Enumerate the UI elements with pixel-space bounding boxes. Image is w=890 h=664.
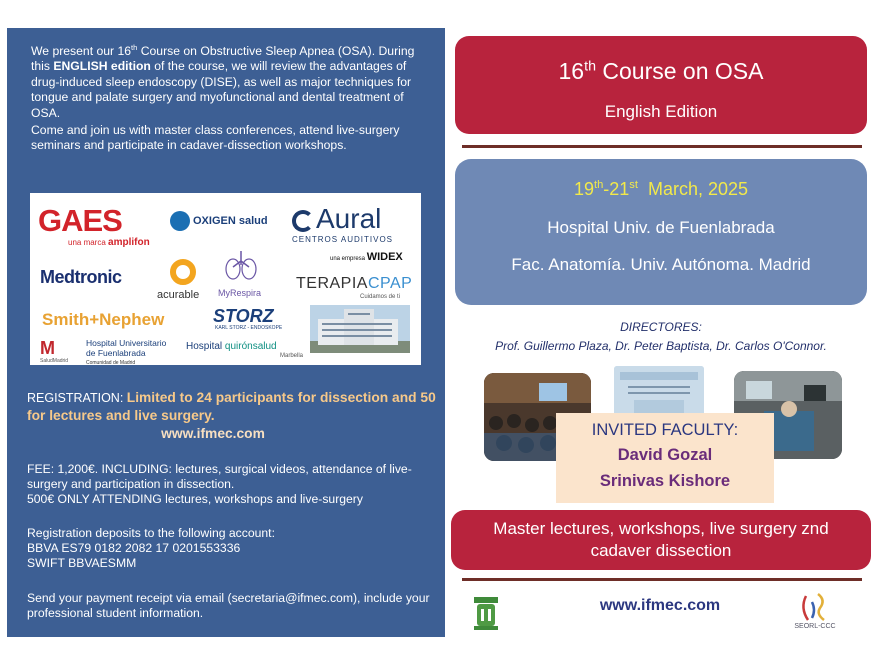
intro-paragraph-1: We present our 16th Course on Obstructive Sleep Apnea (OSA). During this ENGLISH edition of the course, we will review the advantages of drug-induced sleep endoscopy (DISE), as well as major techniques for tongue and palate surgery and myofunctional and dental treatment of OSA. [31, 42, 415, 120]
date-venue-banner [455, 159, 867, 305]
salud-madrid-logo: M [40, 338, 55, 358]
invited-faculty-box [556, 413, 774, 503]
widex-logo: una empresa WIDEX [330, 251, 403, 263]
invited-faculty-label: INVITED FACULTY: [591, 421, 739, 439]
salud-madrid-logo-sub: SaludMadrid [40, 358, 69, 364]
ifmec-emblem-icon [471, 595, 501, 631]
registration-info: REGISTRATION: Limited to 24 participants for dissection and 50 for lectures and live surgery. www.ifmec.com [27, 389, 439, 442]
venue-faculty: Fac. Anatomía. Univ. Autónoma. Madrid [511, 255, 811, 274]
course-title-banner [455, 36, 867, 134]
myrespira-logo: MyRespira [218, 288, 262, 298]
quironsalud-logo: Hospital quirónsalud [186, 341, 277, 352]
divider [462, 578, 862, 581]
payment-receipt-info: Send your payment receipt via email (secretaria@ifmec.com), include your professional student information. [27, 591, 430, 621]
registration-link[interactable]: www.ifmec.com [161, 426, 265, 441]
aural-logo: Aural [292, 203, 381, 235]
oxigen-logo: OXIGEN salud [170, 211, 268, 231]
terapiacpap-logo-sub: Cuidamos de ti [360, 294, 401, 300]
acurable-logo: acurable [157, 289, 200, 301]
directors-names: Prof. Guillermo Plaza, Dr. Peter Baptista, Dr. Carlos O'Connor. [495, 339, 827, 353]
course-edition: English Edition [604, 102, 718, 121]
medtronic-logo: Medtronic [40, 267, 122, 287]
bank-account-info: Registration deposits to the following account: BBVA ES79 0182 2082 17 0201553336 SWIFT BBVAESMM [27, 526, 275, 571]
course-title: 16th Course on OSA [558, 58, 764, 84]
sponsor-logos [30, 193, 421, 365]
quironsalud-logo-sub: Marbella [280, 353, 304, 359]
gaes-logo-sub: una marca amplifon [68, 237, 150, 248]
smith-nephew-logo: Smith+Nephew [42, 310, 165, 329]
lungs-icon [170, 211, 190, 231]
registration-limit: Limited to 24 participants for dissection and 50 for lectures and live surgery. [27, 390, 436, 423]
lungs-icon [223, 247, 259, 283]
storz-logo: STORZ [213, 306, 274, 326]
venue-hospital: Hospital Univ. de Fuenlabrada [547, 218, 775, 237]
storz-logo-sub: KARL STORZ - ENDOSKOPE [215, 325, 283, 331]
fee-info: FEE: 1,200€. INCLUDING: lectures, surgical videos, attendance of live-surgery and participation in dissection. 500€ ONLY ATTENDING lectures, workshops and live-surgery [27, 462, 412, 507]
intro-paragraph-2: Come and join us with master class conferences, attend live-surgery seminars and participate in cadaver-dissection workshops. [31, 123, 400, 153]
acurable-ring-icon [170, 259, 196, 285]
intro-text [31, 44, 431, 156]
hospital-building-image [310, 305, 410, 353]
hospital-fuenlabrada-logo: Hospital Universitario de Fuenlabrada Comunidad de Madrid [86, 338, 167, 366]
faculty-name: Srinivas Kishore [599, 472, 731, 490]
aural-logo-sub: CENTROS AUDITIVOS [292, 235, 394, 244]
ear-icon [292, 210, 314, 232]
gaes-logo: GAES [38, 203, 122, 238]
course-dates: 19th-21st March, 2025 [573, 179, 749, 199]
info-panel [7, 28, 445, 637]
divider [462, 145, 862, 148]
seorl-logo-text: SEORL-CCC [794, 623, 836, 630]
program-highlights-banner: Master lectures, workshops, live surgery znd cadaver dissection [451, 510, 871, 570]
footer-website-link[interactable]: www.ifmec.com [599, 597, 721, 614]
directors-label: DIRECTORES: [620, 320, 702, 334]
terapiacpap-logo: TERAPIACPAP [296, 275, 413, 292]
faculty-name: David Gozal [617, 446, 713, 464]
